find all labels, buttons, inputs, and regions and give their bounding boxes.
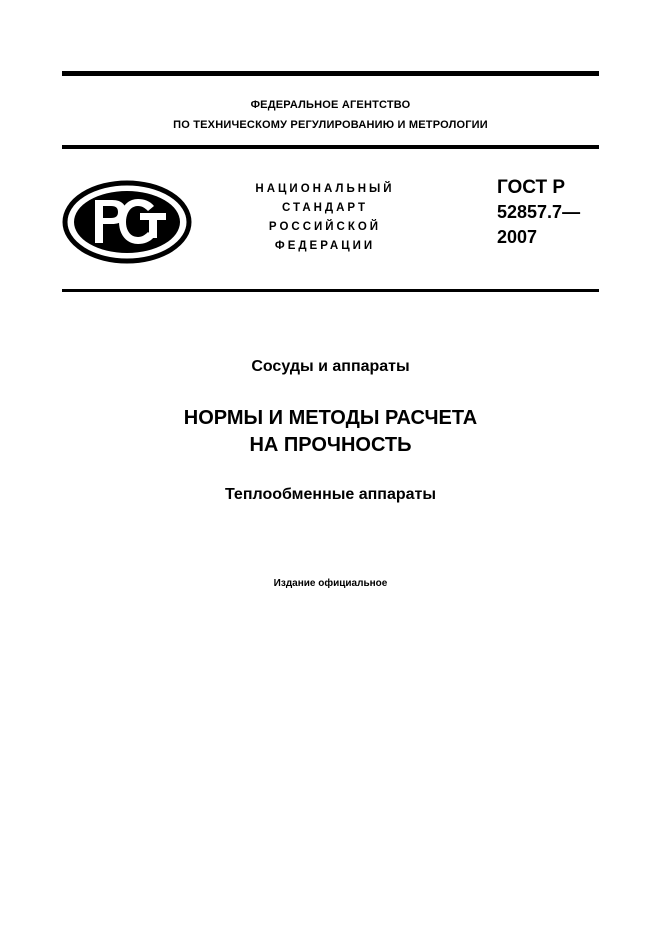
header-divider-rule bbox=[62, 145, 599, 149]
document-subtitle: Теплообменные аппараты bbox=[224, 486, 437, 503]
document-title-line-2: НА ПРОЧНОСТЬ bbox=[249, 434, 412, 456]
standard-type-line-1: НАЦИОНАЛЬНЫЙ bbox=[255, 183, 395, 195]
top-rule bbox=[62, 71, 599, 76]
designation-year: 2007 bbox=[497, 227, 538, 247]
agency-line-1: ФЕДЕРАЛЬНОЕ АГЕНТСТВО bbox=[250, 99, 411, 111]
document-title bbox=[62, 405, 599, 459]
agency-line-2: ПО ТЕХНИЧЕСКОМУ РЕГУЛИРОВАНИЮ И МЕТРОЛОГИИ bbox=[173, 119, 488, 131]
standard-type-line-4: ФЕДЕРАЦИИ bbox=[274, 240, 376, 252]
designation-number: 52857.7— bbox=[497, 202, 581, 222]
rst-certification-mark-icon bbox=[62, 180, 192, 264]
standard-type-block bbox=[225, 180, 425, 256]
standard-type-line-2: СТАНДАРТ bbox=[282, 202, 368, 214]
document-subject: Сосуды и аппараты bbox=[251, 358, 410, 375]
standard-designation bbox=[497, 175, 580, 250]
edition-note: Издание официальное bbox=[273, 578, 388, 589]
title-block-divider-rule bbox=[62, 289, 599, 292]
standard-type-line-3: РОССИЙСКОЙ bbox=[268, 221, 382, 233]
document-title-line-1: НОРМЫ И МЕТОДЫ РАСЧЕТА bbox=[183, 407, 478, 429]
designation-prefix: ГОСТ Р bbox=[497, 177, 566, 198]
agency-header bbox=[62, 95, 599, 135]
